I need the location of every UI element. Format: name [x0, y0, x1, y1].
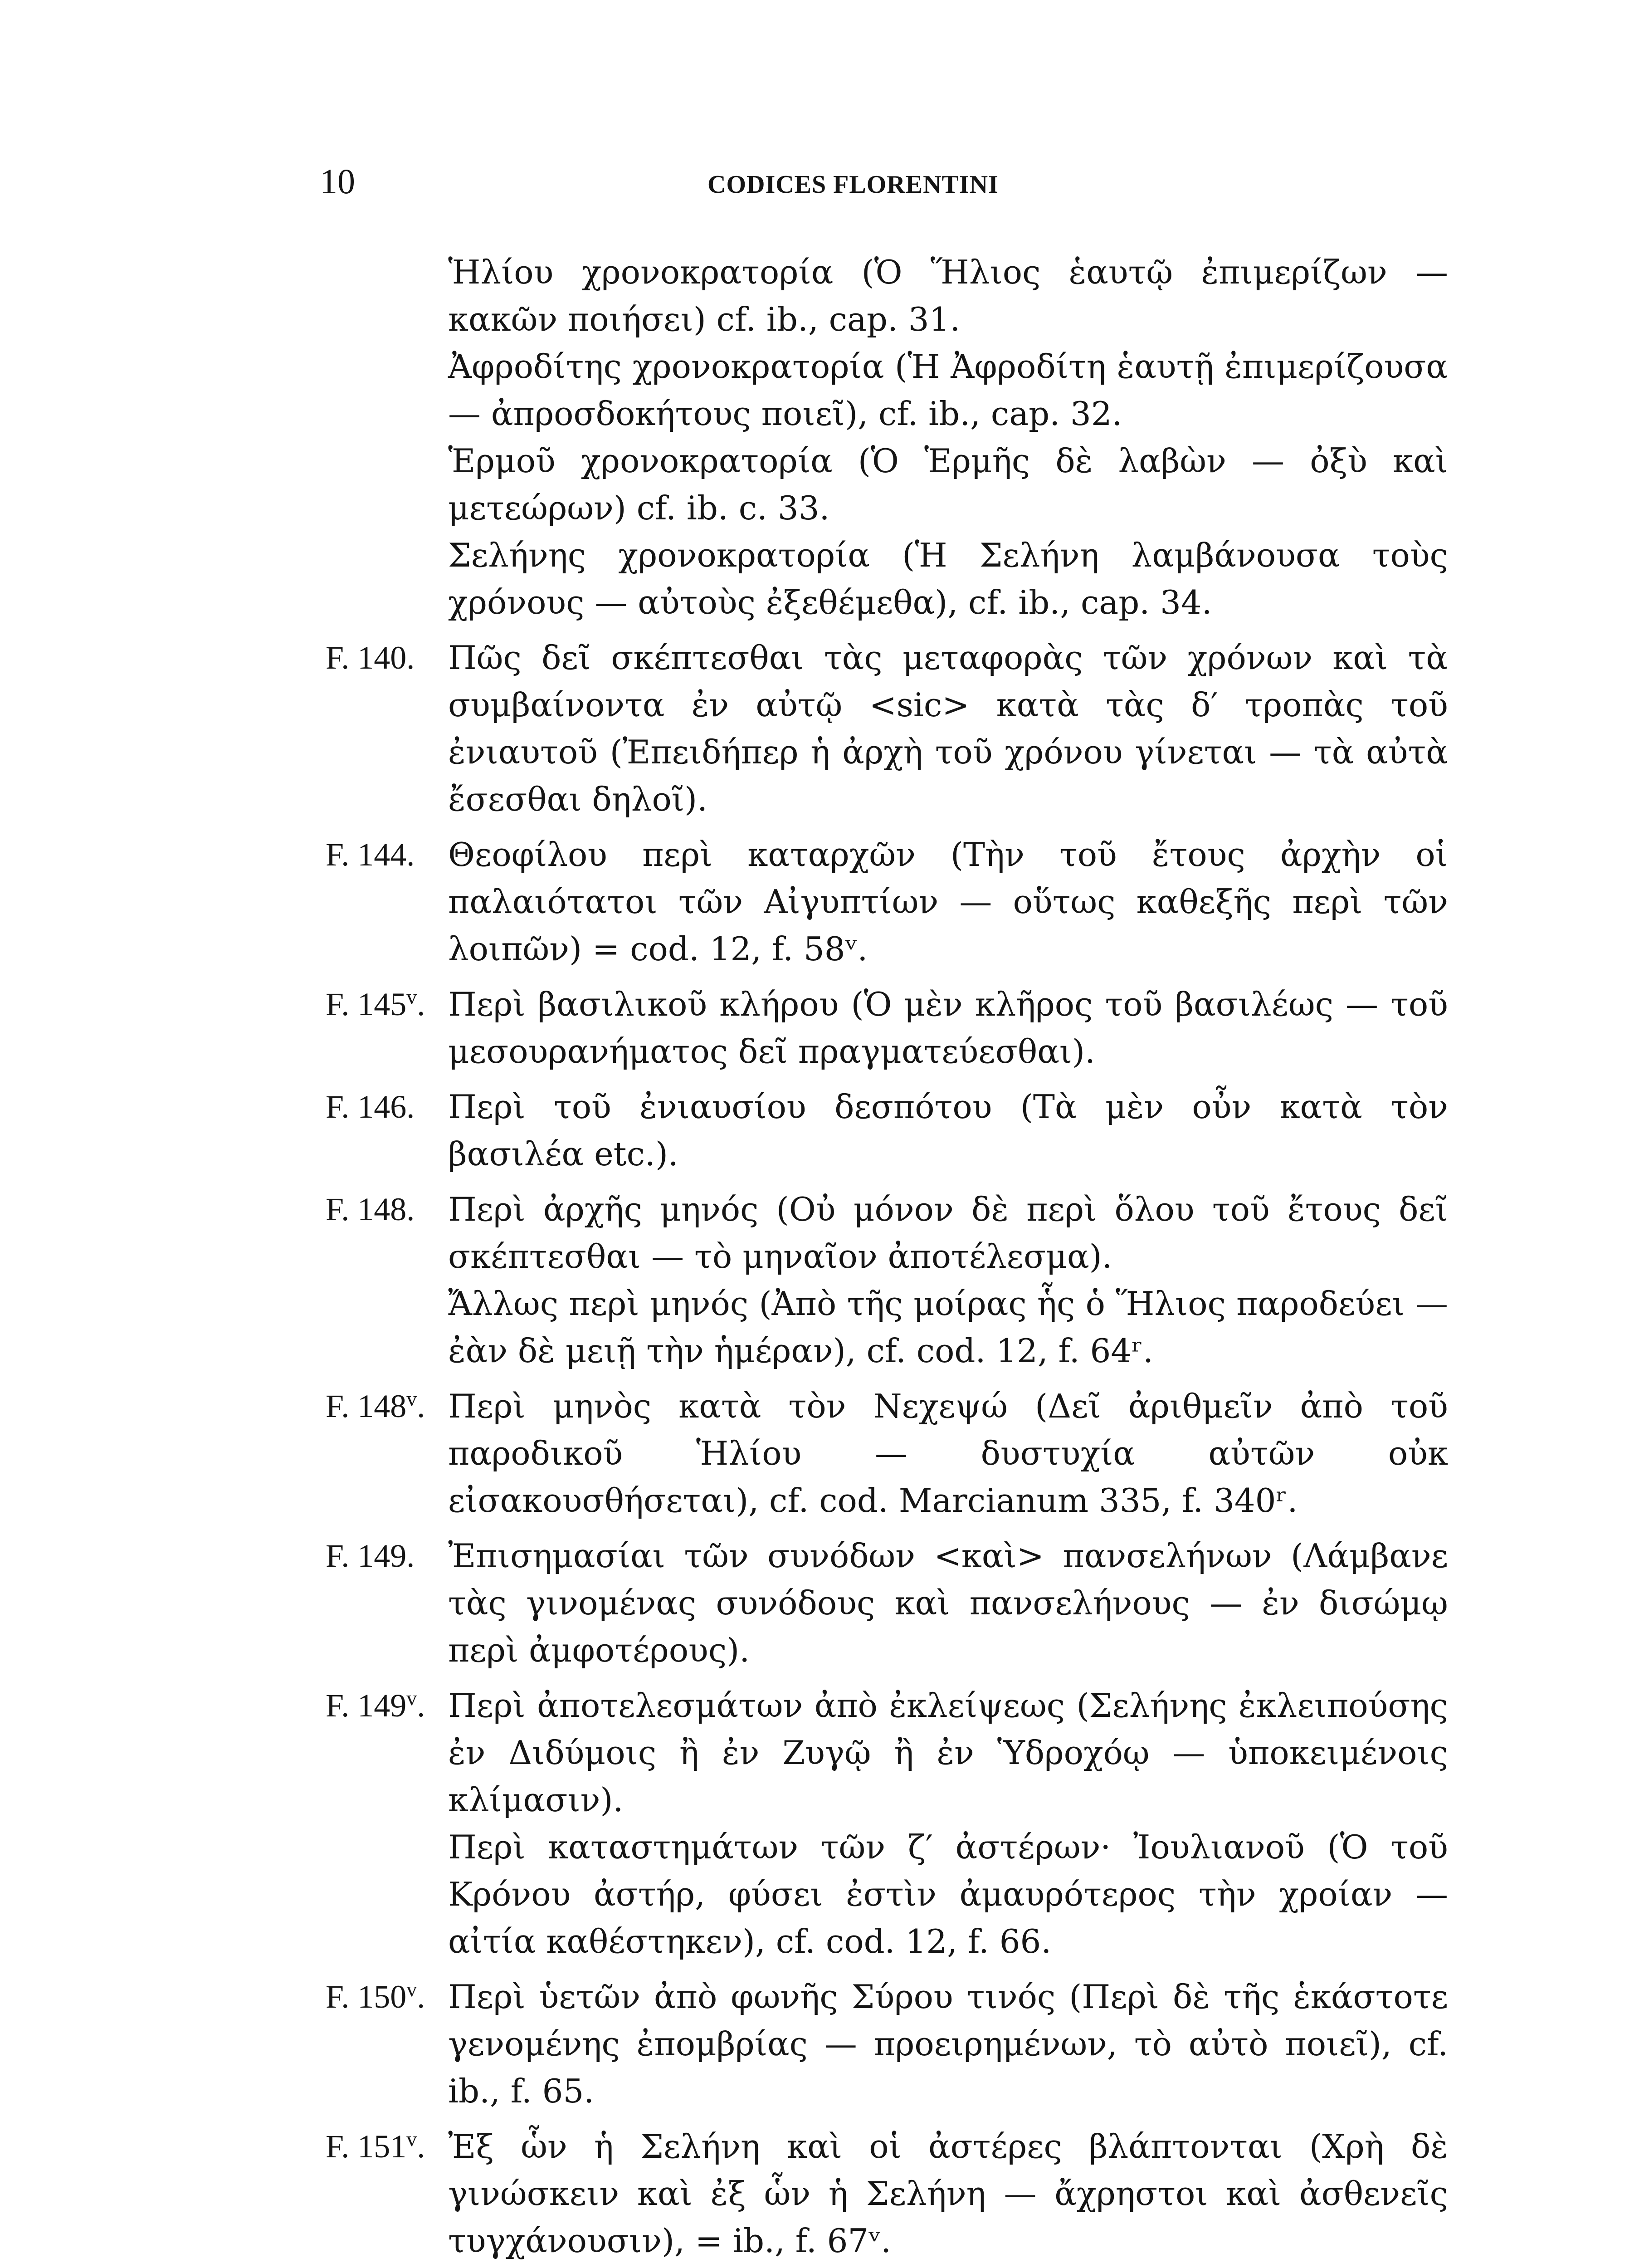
folio-number: F. 149: [326, 1687, 407, 1724]
entry-paragraph: Ἀφροδίτης χρονοκρατορία (Ἡ Ἀφροδίτη ἑαυτῇ ἐπιμερίζουσα — ἀπροσδοκήτους ποιεῖ), cf. ib., cap. 32.: [448, 347, 1448, 433]
entry-paragraph: Περὶ μηνὸς κατὰ τὸν Νεχεψώ (Δεῖ ἀριθμεῖν ἀπὸ τοῦ παροδικοῦ Ἡλίου — δυστυχία αὐτῶν οὐκ εἰσακουσθήσεται), cf. cod. Marcianum 335, f. 340ʳ.: [448, 1387, 1448, 1520]
entry-paragraph: Πῶς δεῖ σκέπτεσθαι τὰς μεταφορὰς τῶν χρόνων καὶ τὰ συμβαίνοντα ἐν αὐτῷ <sic> κατὰ τὰς δ′ τροπὰς τοῦ ἐνιαυτοῦ (Ἐπειδήπερ ἡ ἀρχὴ τοῦ χρόνου γίνεται — τὰ αὐτὰ ἔσεσθαι δηλοῖ).: [448, 639, 1448, 818]
catalogue-entry: [326, 2123, 1448, 2264]
folio-verso-mark: v: [406, 1978, 417, 2001]
catalogue-entry: [326, 634, 1448, 823]
entry-text: [448, 1383, 1448, 1524]
catalogue-entry: [326, 981, 1448, 1075]
catalogue-entry: [326, 831, 1448, 973]
folio-ref: F. 150$^v$.: [326, 1978, 425, 2015]
folio-ref: F. 149$^v$.: [326, 1686, 425, 1724]
catalogue-entry: [326, 1682, 1448, 1965]
entry-paragraph: Σελήνης χρονοκρατορία (Ἡ Σελήνη λαμβάνουσα τοὺς χρόνους — αὐτοὺς ἐξεθέμεθα), cf. ib., cap. 34.: [448, 536, 1448, 621]
catalogue-entry: [326, 1083, 1448, 1178]
entry-text: [448, 1532, 1448, 1674]
entry-text: [448, 2123, 1448, 2264]
catalogue-entry: [326, 249, 1448, 626]
entry-paragraph: Ἑρμοῦ χρονοκρατορία (Ὁ Ἑρμῆς δὲ λαβὼν — ὀξὺ καὶ μετεώρων) cf. ib. c. 33.: [448, 442, 1448, 527]
entry-text: [448, 1083, 1448, 1178]
folio-number: F. 151: [326, 2128, 407, 2165]
entry-text: [448, 1186, 1448, 1374]
folio-number: F. 148: [326, 1388, 407, 1424]
entry-paragraph: Θεοφίλου περὶ καταρχῶν (Τὴν τοῦ ἔτους ἀρχὴν οἱ παλαιότατοι τῶν Αἰγυπτίων — οὕτως καθεξῆς περὶ τῶν λοιπῶν) = cod. 12, f. 58ᵛ.: [448, 836, 1448, 968]
page-number: 10: [320, 161, 355, 201]
entry-text: [448, 249, 1448, 626]
folio-ref: F. 148$^v$.: [326, 1387, 425, 1424]
entry-paragraph: Περὶ τοῦ ἐνιαυσίου δεσπότου (Τὰ μὲν οὖν κατὰ τὸν βασιλέα etc.).: [448, 1088, 1448, 1173]
entry-text: [448, 1973, 1448, 2115]
folio-ref: F. 145$^v$.: [326, 985, 425, 1022]
entry-paragraph: Περὶ ὑετῶν ἀπὸ φωνῆς Σύρου τινός (Περὶ δὲ τῆς ἑκάστοτε γενομένης ἐπομβρίας — προειρημένων, τὸ αὐτὸ ποιεῖ), cf. ib., f. 65.: [448, 1978, 1448, 2110]
entry-paragraph: Ἐξ ὧν ἡ Σελήνη καὶ οἱ ἀστέρες βλάπτονται (Χρὴ δὲ γινώσκειν καὶ ἐξ ὧν ἡ Σελήνη — ἄχρηστοι καὶ ἀσθενεῖς τυγχάνουσιν), = ib., f. 67ᵛ.: [448, 2127, 1448, 2260]
catalogue-entry: [326, 1383, 1448, 1524]
entry-text: [448, 831, 1448, 973]
entry-paragraph: Περὶ βασιλικοῦ κλήρου (Ὁ μὲν κλῆρος τοῦ βασιλέως — τοῦ μεσουρανήματος δεῖ πραγματεύεσθαι).: [448, 985, 1448, 1070]
folio-number: F. 140.: [326, 640, 415, 676]
folio-number: F. 150: [326, 1979, 407, 2015]
folio-verso-mark: v: [406, 985, 417, 1008]
folio-number: F. 149.: [326, 1538, 415, 1574]
folio-number: F. 148.: [326, 1191, 415, 1227]
catalogue-entry: [326, 1532, 1448, 1674]
entry-text: [448, 981, 1448, 1075]
entry-paragraph: Ἄλλως περὶ μηνός (Ἀπὸ τῆς μοίρας ἧς ὁ Ἥλιος παροδεύει — ἐὰν δὲ μειῇ τὴν ἡμέραν), cf. cod. 12, f. 64ʳ.: [448, 1285, 1448, 1370]
running-head: CODICES FLORENTINI: [707, 171, 999, 199]
catalogue-entries: [326, 249, 1448, 2268]
entry-text: [448, 634, 1448, 823]
folio-verso-mark: v: [406, 1686, 417, 1710]
folio-ref: [326, 831, 448, 878]
folio-ref: [326, 634, 448, 681]
entry-paragraph: Περὶ ἀρχῆς μηνός (Οὐ μόνον δὲ περὶ ὅλου τοῦ ἔτους δεῖ σκέπτεσθαι — τὸ μηναῖον ἀποτέλεσμα).: [448, 1190, 1448, 1276]
folio-ref: [326, 1083, 448, 1130]
entry-text: [448, 1682, 1448, 1965]
folio-number: F. 144.: [326, 836, 415, 873]
folio-verso-mark: v: [406, 1387, 417, 1410]
entry-paragraph: Περὶ ἀποτελεσμάτων ἀπὸ ἐκλείψεως (Σελήνης ἐκλειπούσης ἐν Διδύμοις ἢ ἐν Ζυγῷ ἢ ἐν Ὑδροχόῳ — ὑποκειμένοις κλίμασιν).: [448, 1686, 1448, 1819]
entry-paragraph: Περὶ καταστημάτων τῶν ζ′ ἀστέρων· Ἰουλιανοῦ (Ὁ τοῦ Κρόνου ἀστήρ, φύσει ἐστὶν ἀμαυρότερος τὴν χροίαν — αἰτία καθέστηκεν), cf. cod. 12, f. 66.: [448, 1828, 1448, 1960]
entry-paragraph: Ἐπισημασίαι τῶν συνόδων <καὶ> πανσελήνων (Λάμβανε τὰς γινομένας συνόδους καὶ πανσελήνους — ἐν δισώμῳ περὶ ἀμφοτέρους).: [448, 1537, 1448, 1669]
entry-paragraph: Ἡλίου χρονοκρατορία (Ὁ Ἥλιος ἑαυτῷ ἐπιμερίζων — κακῶν ποιήσει) cf. ib., cap. 31.: [448, 253, 1448, 338]
catalogue-entry: [326, 1186, 1448, 1374]
folio-number: F. 146.: [326, 1089, 415, 1125]
folio-ref: [326, 1186, 448, 1233]
folio-verso-mark: v: [406, 2127, 417, 2151]
folio-ref: [326, 1532, 448, 1579]
folio-number: F. 145: [326, 986, 407, 1022]
catalogue-entry: [326, 1973, 1448, 2115]
folio-ref: F. 151$^v$.: [326, 2127, 425, 2165]
